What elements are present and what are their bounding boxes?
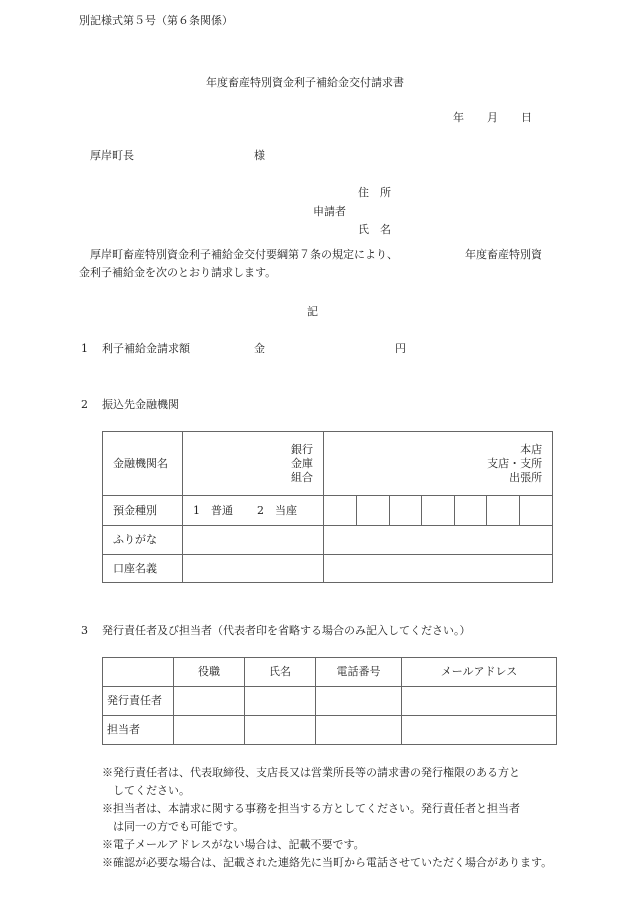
section1-label: 利子補給金請求額 [102, 342, 190, 355]
branch-type-branch: 支店・支所 [487, 456, 543, 470]
date-month: 月 [487, 111, 498, 124]
addressee-name: 厚岸町長 [90, 149, 134, 162]
account-digit-7[interactable] [520, 496, 553, 526]
furigana-field-2[interactable] [324, 526, 553, 555]
contact-email-field[interactable] [402, 716, 557, 745]
account-digit-4[interactable] [422, 496, 455, 526]
account-digit-6[interactable] [487, 496, 520, 526]
deposit-option-toza[interactable]: 2 当座 [257, 503, 297, 517]
bank-type-bank: 銀行 [291, 442, 313, 456]
section3-number: 3 [81, 624, 88, 637]
issuer-position-field[interactable] [174, 687, 245, 716]
date-year: 年 [453, 111, 464, 124]
branch-type-sub: 出張所 [509, 470, 543, 484]
bank-table [102, 431, 553, 583]
header-phone: 電話番号 [316, 658, 402, 687]
body-text-line1: 厚岸町畜産特別資金利子補給金交付要綱第７条の規定により、 [90, 248, 398, 261]
applicant-label: 申請者 [313, 205, 346, 218]
header-email: メールアドレス [402, 658, 557, 687]
contact-position-field[interactable] [174, 716, 245, 745]
account-digit-2[interactable] [357, 496, 390, 526]
deposit-option-futsu[interactable]: 1 普通 [193, 503, 233, 517]
contact-phone-field[interactable] [316, 716, 402, 745]
bank-name-label: 金融機関名 [103, 432, 183, 496]
account-digit-1[interactable] [324, 496, 357, 526]
body-text-line1-end: 年度畜産特別資 [465, 248, 542, 261]
contact-name-field[interactable] [245, 716, 316, 745]
header-name: 氏名 [245, 658, 316, 687]
date-day: 日 [521, 111, 532, 124]
deposit-type-options[interactable] [183, 496, 324, 526]
note-1: ※発行責任者は、代表取締役、支店長又は営業所長等の請求書の発行権限のある方と [102, 766, 520, 779]
ki-heading: 記 [307, 305, 318, 318]
header-position: 役職 [174, 658, 245, 687]
document-title: 年度畜産特別資金利子補給金交付請求書 [206, 76, 404, 89]
bank-type-kumiai: 組合 [291, 470, 313, 484]
note-2: ※担当者は、本請求に関する事務を担当する方としてください。発行責任者と担当者 [102, 802, 520, 815]
note-1-cont: してください。 [102, 784, 190, 797]
issuer-phone-field[interactable] [316, 687, 402, 716]
account-holder-label: 口座名義 [103, 555, 183, 583]
row-label-contact: 担当者 [103, 716, 174, 745]
addressee-honorific: 様 [254, 149, 265, 162]
section1-kin: 金 [254, 342, 265, 355]
section2-label: 振込先金融機関 [102, 398, 179, 411]
section1-yen: 円 [395, 342, 406, 355]
issuer-email-field[interactable] [402, 687, 557, 716]
branch-type-head: 本店 [520, 442, 543, 456]
name-label: 氏 名 [358, 223, 391, 236]
account-holder-field-1[interactable] [183, 555, 324, 583]
issuer-name-field[interactable] [245, 687, 316, 716]
note-4: ※確認が必要な場合は、記載された連絡先に当町から電話させていただく場合があります。 [102, 856, 553, 869]
account-holder-field-2[interactable] [324, 555, 553, 583]
section3-label: 発行責任者及び担当者（代表者印を省略する場合のみ記入してください。） [102, 624, 471, 637]
branch-field[interactable] [324, 432, 553, 496]
row-label-issuer: 発行責任者 [103, 687, 174, 716]
bank-type-shinkin: 金庫 [291, 456, 313, 470]
note-3: ※電子メールアドレスがない場合は、記載不要です。 [102, 838, 365, 851]
header-blank [103, 658, 174, 687]
account-digit-3[interactable] [390, 496, 422, 526]
furigana-label: ふりがな [103, 526, 183, 555]
form-number: 別記様式第５号（第６条関係） [79, 14, 233, 27]
section2-number: 2 [81, 398, 88, 411]
body-text-line2: 金利子補給金を次のとおり請求します。 [79, 266, 277, 279]
contact-table [102, 657, 557, 745]
note-2-cont: は同一の方でも可能です。 [102, 820, 245, 833]
deposit-type-label: 預金種別 [103, 496, 183, 526]
section1-number: 1 [81, 342, 88, 355]
account-digit-5[interactable] [455, 496, 487, 526]
bank-name-field[interactable] [183, 432, 324, 496]
address-label: 住 所 [358, 186, 391, 199]
furigana-field-1[interactable] [183, 526, 324, 555]
